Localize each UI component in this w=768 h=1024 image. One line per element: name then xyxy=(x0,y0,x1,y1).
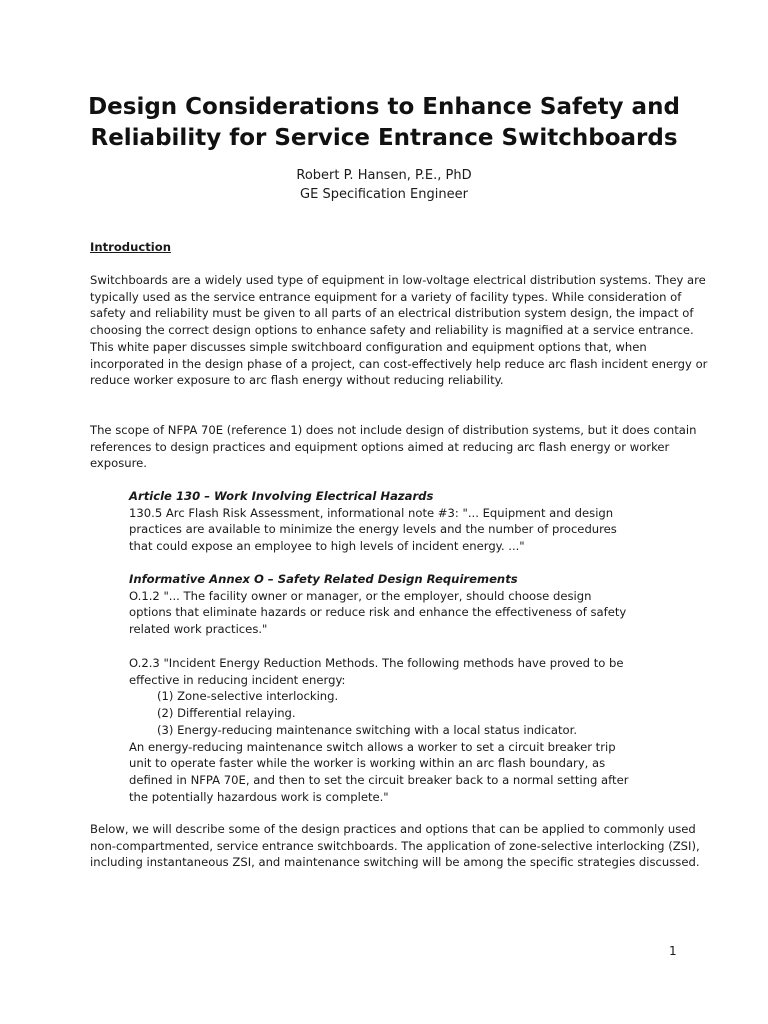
list-item: (1) Zone-selective interlocking. xyxy=(157,689,339,704)
list-item: (3) Energy-reducing maintenance switching with a local status indicator. xyxy=(157,722,578,737)
article-130-text: 130.5 Arc Flash Risk Assessment, informational note #3: "... Equipment and design practices are available to minimize the energy levels and the number of procedures that could expose an employee to high levels of incident energy. ..." xyxy=(129,505,617,554)
scope-paragraph: The scope of NFPA 70E (reference 1) does not include design of distribution systems, but it does contain references to design practices and equipment options aimed at reducing arc flash energy or worker exposure. xyxy=(90,423,697,471)
annex-o-title: Informative Annex O – Safety Related Design Requirements xyxy=(129,572,518,586)
author-block xyxy=(0,166,768,204)
annex-o-023-outro: An energy-reducing maintenance switch allows a worker to set a circuit breaker trip unit to operate faster while the worker is working within an arc flash boundary, as defined in NFPA 70E, and then to set the circuit breaker back to a normal setting after the potentially hazardous work is complete." xyxy=(129,739,629,804)
annex-o-012-text: O.1.2 "... The facility owner or manager, or the employer, should choose design options that eliminate hazards or reduce risk and enhance the effectiveness of safety related work practices." xyxy=(129,588,627,637)
page-number: 1 xyxy=(669,944,677,958)
intro-paragraph: Switchboards are a widely used type of equipment in low-voltage electrical distribution systems. They are typically used as the service entrance equipment for a variety of facility types. While consideration of safety and reliability must be given to all parts of an electrical distribution system design, the impact of choosing the correct design options to enhance safety and reliability is magnified at a service entrance. This white paper discusses simple switchboard configuration and equipment options that, when incorporated in the design phase of a project, can cost-effectively help reduce arc flash incident energy or reduce worker exposure to arc flash energy without reducing reliability. xyxy=(90,273,708,388)
author-name: Robert P. Hansen, P.E., PhD xyxy=(296,168,472,183)
closing-paragraph: Below, we will describe some of the design practices and options that can be applied to commonly used non-compartmented, service entrance switchboards. The application of zone-selective interlocking (ZSI), including instantaneous ZSI, and maintenance switching will be among the specific strategies discussed. xyxy=(90,822,700,870)
article-130-title: Article 130 – Work Involving Electrical Hazards xyxy=(129,489,434,503)
introduction-heading: Introduction xyxy=(90,240,171,254)
annex-o-block xyxy=(129,571,629,638)
list-item: (2) Differential relaying. xyxy=(157,706,296,721)
document-title: Design Considerations to Enhance Safety and Reliability for Service Entrance Switchboards xyxy=(88,94,680,151)
author-title: GE Specification Engineer xyxy=(300,187,468,202)
article-130-block xyxy=(129,488,629,555)
annex-o-023-intro: O.2.3 "Incident Energy Reduction Methods. The following methods have proved to be effective in reducing incident energy: xyxy=(129,656,624,687)
annex-o-023-block xyxy=(129,655,629,805)
